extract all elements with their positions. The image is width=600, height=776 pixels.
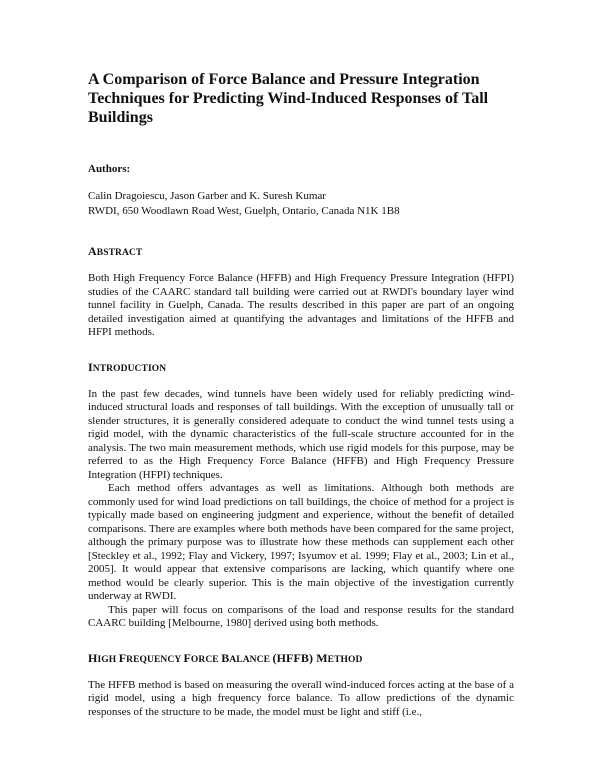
introduction-heading-rest: NTRODUCTION [92,363,167,374]
author-names: Calin Dragoiescu, Jason Garber and K. Suresh Kumar [88,190,326,202]
paper-page [88,70,514,719]
hffb-paragraph-1: The HFFB method is based on measuring the overall wind-induced forces acting at the base of a rigid model, using a high frequency force balance. To allow predictions of the dynamic responses of the structure to be made, the model must be light and stiff (i.e., [88,678,514,718]
hffb-heading [88,651,514,666]
introduction-paragraph-3: This paper will focus on comparisons of the load and response results for the standard CAARC building [Melbourne, 1980] derived using both methods. [88,603,514,629]
hffb-heading-part: F [118,650,127,665]
abstract-heading [88,244,514,259]
paper-title: A Comparison of Force Balance and Pressure Integration Techniques for Predicting Wind-Induced Responses of Tall Buildings [88,71,489,126]
introduction-heading [88,360,514,375]
introduction-paragraph-2: Each method offers advantages as well as limitations. Although both methods are commonly used for wind load predictions on tall buildings, the choice of method for a project is typically made based on engineering judgment and experience, without the benefit of detailed comparisons. There are examples where both methods have been compared for the same project, although the primary purpose was to illustrate how these methods can supplement each other [Steckley et al., 1992; Flay and Vickery, 1997; Isyumov et al. 1999; Flay et al., 2003; Lin et al., 2005]. It would appear that extensive comparisons are lacking, which quantify where one method would be clearly superior. This is the main objective of the investigation currently underway at RWDI. [88,482,514,602]
abstract-text: Both High Frequency Force Balance (HFFB) and High Frequency Pressure Integration (HFPI) studies of the CAARC standard tall building were carried out at RWDI's boundary layer wind tunnel facility in Guelph, Canada. The results described in this paper are part of an ongoing detailed investigation aimed at quantifying the advantages and limitations of the HFFB and HFPI methods. [88,272,514,338]
hffb-heading-part: B [221,650,230,665]
hffb-heading-part: ALANCE [229,654,273,665]
introduction-paragraph-1: In the past few decades, wind tunnels have been widely used for reliably predicting wind-induced structural loads and responses of tall buildings. With the exception of unusually tall or slender structures, it is generally considered adequate to conduct the wind tunnel tests using a rigid model, with the dynamic characteristics of the full-scale structure accounted for in the analysis. The two main measurement methods, which use rigid models for this purpose, may be referred to as the High Frequency Force Balance (HFFB) and High Frequency Pressure Integration (HFPI) techniques. [88,387,514,481]
hffb-heading-part: (HFFB) [272,650,317,665]
hffb-heading-part: M [316,650,328,665]
author-affiliation: RWDI, 650 Woodlawn Road West, Guelph, Ontario, Canada N1K 1B8 [88,205,400,217]
hffb-heading-part: ORCE [190,654,222,665]
hffb-heading-part: ETHOD [327,654,363,665]
introduction-heading-initial: I [88,359,93,374]
authors-heading: Authors: [88,163,131,175]
abstract-heading-rest: BSTRACT [96,248,143,258]
hffb-heading-part: IGH [97,654,119,665]
hffb-heading-part: REQUENCY [126,654,184,665]
hffb-heading-part: H [88,650,98,665]
abstract-heading-initial: A [88,244,97,258]
hffb-heading-part: F [183,650,191,665]
